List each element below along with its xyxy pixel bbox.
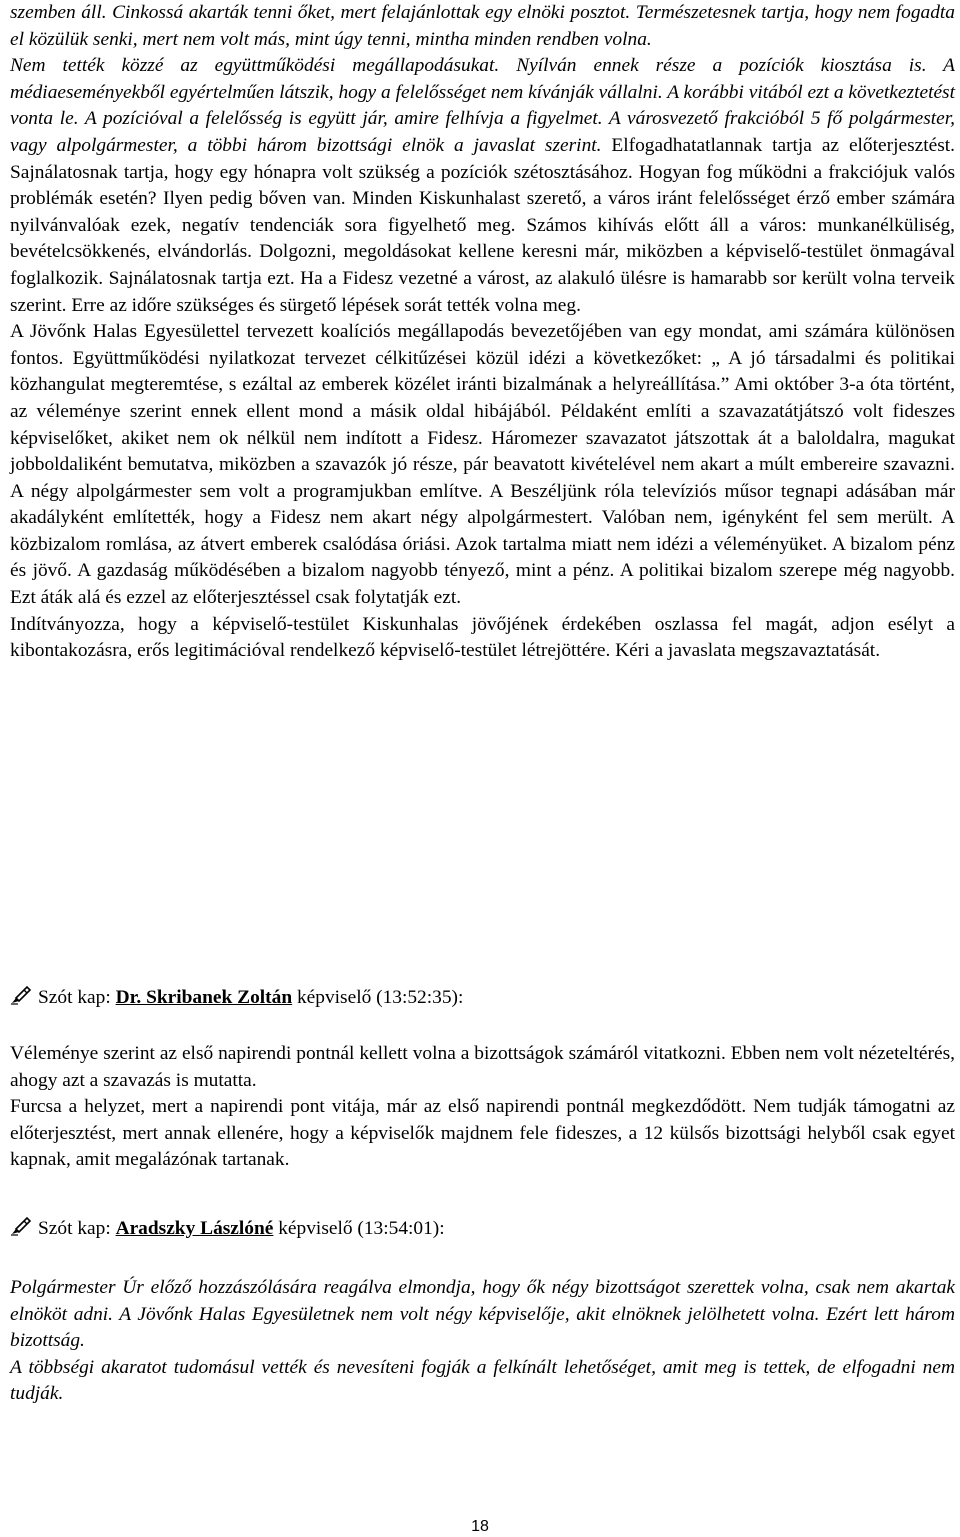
speaker-name: Aradszky Lászlóné: [115, 1218, 274, 1239]
speaker-1-paragraph-2: Furcsa a helyzet, mert a napirendi pont vitája, már az első napirendi pontnál megkezdődött. Nem tudják támogatni az előterjesztést, mert annak ellenére, hogy a képviselők majdnem fele fideszes, a 12 külsős bizottsági helyből csak egyet kapnak, amit megalázónak tartanak.: [10, 1096, 955, 1171]
pen-icon: [10, 985, 32, 1005]
speaker-prefix: Szót kap:: [38, 987, 116, 1008]
speaker-1-text: [10, 1041, 955, 1174]
speaker-2-paragraph-1: Polgármester Úr előző hozzászólására reagálva elmondja, hogy ők négy bizottságot szerettek volna, csak nem akartak elnököt adni. A Jövőnk Halas Egyesületnek nem volt négy képviselője, akit elnöknek jelölhetett volna. Ezért lett három bizottság.: [10, 1277, 955, 1352]
page-number: 18: [471, 1518, 489, 1535]
speaker-suffix: képviselő (13:54:01):: [273, 1218, 445, 1239]
speaker-prefix: Szót kap:: [38, 1218, 116, 1239]
paragraph-1-text: Elfogadhatatlannak tartja az előterjesztést. Sajnálatosnak tartja, hogy egy hónapra volt szükség a pozíciók szétosztásához. Hogyan fog működni a frakciójuk valós problémák esetén? Ilyen pedig bőven van. Minden Kiskunhalast szerető, a város iránt felelősséget érző ember számára nyilvánvalóak ezek, negatív tendenciák sora figyelhető meg. Számos kihívás előtt áll a város: munkanélküliség, bevételcsökkenés, elvándorlás. Dolgozni, megoldásokat kellene keresni már, miközben a képviselő-testület önmagával foglalkozik. Sajnálatosnak tartja ezt. Ha a Fidesz vezetné a várost, az alakuló ülésre is hamarabb sor került volna terveik szerint. Erre az időre szükséges és sürgető lépések sorát tették volna meg.: [10, 134, 955, 316]
intro-paragraph-2: [10, 53, 955, 319]
speaker-suffix: képviselő (13:52:35):: [292, 987, 464, 1008]
speaker-2-paragraph-2: A többségi akaratot tudomásul vették és nevesíteni fogják a felkínált lehetőséget, amit meg is tettek, de elfogadni nem tudják.: [10, 1356, 955, 1405]
pen-icon: [10, 1216, 32, 1236]
paragraph-3: Indítványozza, hogy a képviselő-testület Kiskunhalas jövőjének érdekében oszlassa fel magát, adjon esélyt a kibontakozásra, erős legitimációval rendelkező képviselő-testület létrejöttére. Kéri a javaslata megszavaztatását.: [10, 613, 955, 662]
document-page: [10, 0, 955, 665]
intro-paragraph-1: szemben áll. Cinkossá akarták tenni őket, mert felajánlottak egy elnöki posztot. Természetesnek tartja, hogy nem fogadta el közülük senki, mert nem volt más, mint úgy tenni, mintha minden rendben volna.: [10, 2, 955, 50]
speaker-heading-2: [10, 1216, 445, 1243]
speaker-1-paragraph-1: Véleménye szerint az első napirendi pontnál kellett volna a bizottságok számáról vitatkozni. Ebben nem volt nézeteltérés, ahogy azt a szavazás is mutatta.: [10, 1043, 955, 1091]
speaker-2-text: [10, 1275, 955, 1408]
speaker-heading-1: [10, 985, 463, 1012]
intro-italic-text: Nem tették közzé az együttműködési megállapodásukat. Nyílván ennek része a pozíciók kiosztása is. A médiaeseményekből egyértelműen látszik, hogy a felelősséget nem kívánják vállalni. A korábbi vitából ezt a következtetést vonta le. A pozícióval a felelősség is együtt jár, amire felhívja a figyelmet. A városvezető frakcióból 5 fő polgármester, vagy alpolgármester, a többi három bizottsági elnök a javaslat szerint.: [10, 55, 955, 156]
speaker-name: Dr. Skribanek Zoltán: [115, 987, 293, 1008]
paragraph-2: A Jövőnk Halas Egyesülettel tervezett koalíciós megállapodás bevezetőjében van egy mondat, ami számára különösen fontos. Együttműködési nyilatkozat tervezet célkitűzései közül idézi a következőket: „ A jó társadalmi és politikai közhangulat megteremtése, s ezáltal az emberek közélet iránti bizalmának a helyreállítása.” Ami október 3-a óta történt, az véleménye szerint ennek ellent mond a másik oldal hibájából. Példaként említi a szavazatátjátszó volt fideszes képviselőket, akiket nem ok nélkül nem indított a Fidesz. Háromezer szavazatot játszottak át a baloldalra, magukat jobboldaliként bemutatva, miközben a szavazók jó része, pár beavatott kivételével nem akart a múlt embereire szavazni. A négy alpolgármester sem volt a programjukban említve. A Beszéljünk róla televíziós műsor tegnapi adásában már akadályként említették, hogy a Fidesz nem akart négy alpolgármestert. Valóban nem, igényként fel sem merült. A közbizalom romlása, az átvert emberek csalódása óriási. Azok tartalma miatt nem idézi a véleményüket. A bizalom pénz és jövő. A gazdaság működésében a bizalom nagyobb tényező, mint a pénz. A politikai bizalom szerepe még nagyobb. Ezt áták alá és ezzel az előterjesztéssel csak folytatják ezt.: [10, 321, 955, 609]
